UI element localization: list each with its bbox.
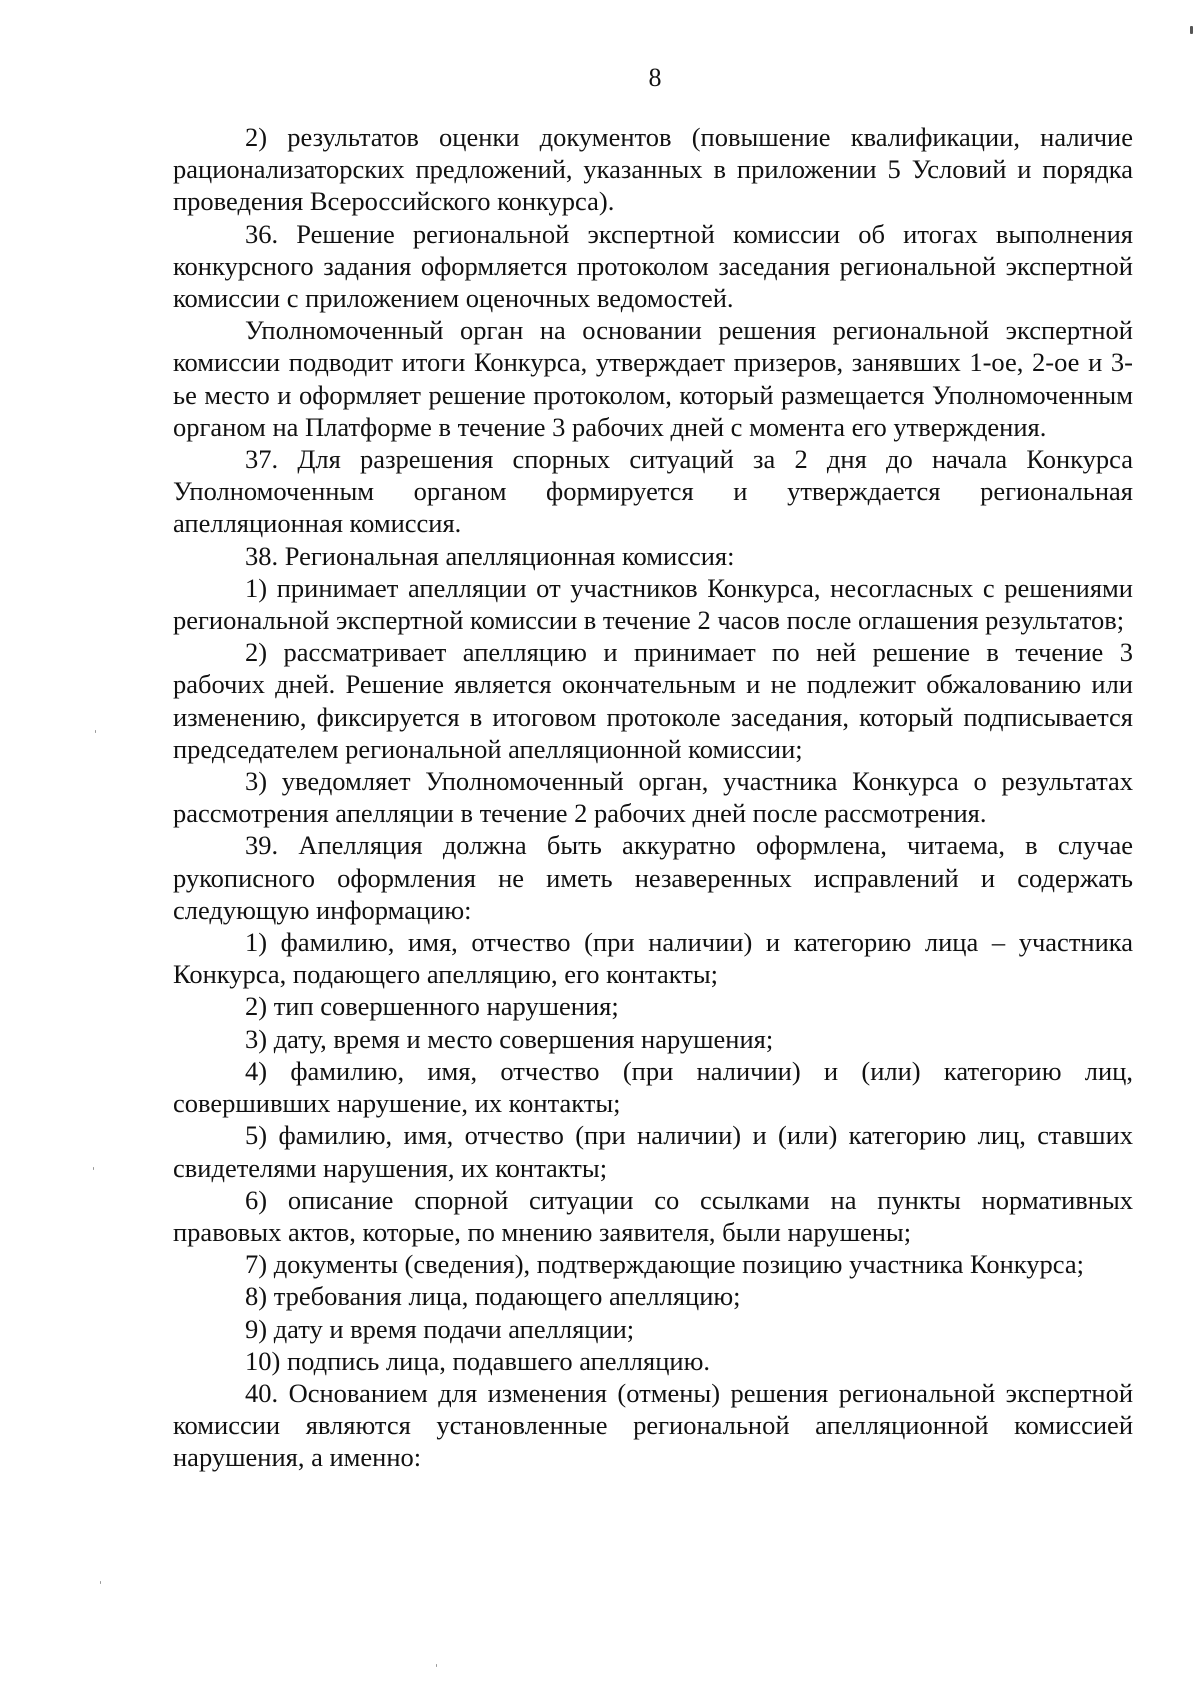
scan-speck [1190,26,1193,34]
paragraph-39-item-8: 8) требования лица, подающего апелляцию; [245,1281,741,1312]
paragraph-38: 38. Региональная апелляционная комиссия: [245,540,735,571]
paragraph-39-item-2: 2) тип совершенного нарушения; [245,991,619,1022]
scan-speck [93,1167,94,1170]
paragraph-39-item-1: 1) фамилию, имя, отчество (при наличии) и категорию лица – участника Конкурса, подающего апелляцию, его контакты; [173,927,1133,990]
paragraph-39-item-4: 4) фамилию, имя, отчество (при наличии) и (или) категорию лиц, совершивших нарушение, их контакты; [173,1055,1133,1119]
paragraph-39-item-10: 10) подпись лица, подавшего апелляцию. [245,1345,710,1376]
document-body [173,121,1133,1474]
paragraph-37: 37. Для разрешения спорных ситуаций за 2 дня до начала Конкурса Уполномоченным органом формируется и утверждается региональная апелляционная комиссия. [173,444,1133,539]
paragraph-38-item-2: 2) рассматривает апелляцию и принимает по ней решение в течение 3 рабочих дней. Решение является окончательным и не подлежит обжалованию или изменению, фиксируется в итоговом протоколе заседания, который подписывается председателем региональной апелляционной комиссии; [173,637,1133,764]
paragraph-38-item-3: 3) уведомляет Уполномоченный орган, участника Конкурса о результатах рассмотрения апелляции в течение 2 рабочих дней после рассмотрения. [173,766,1133,829]
paragraph-authorized-body: Уполномоченный орган на основании решения региональной экспертной комиссии подводит итоги Конкурса, утверждает призеров, занявших 1-ое, 2-ое и 3-ье место и оформляет решение протоколом, который размещается Уполномоченным органом на Платформе в течение 3 рабочих дней с момента его утверждения. [173,315,1133,442]
scan-speck [95,730,96,733]
paragraph-39-item-3: 3) дату, время и место совершения нарушения; [245,1023,774,1054]
scan-speck [100,1581,101,1584]
paragraph-39-item-9: 9) дату и время подачи апелляции; [245,1313,635,1344]
paragraph-item-2-results: 2) результатов оценки документов (повышение квалификации, наличие рационализаторских предложений, указанных в приложении 5 Условий и порядка проведения Всероссийского конкурса). [173,122,1133,217]
paragraph-38-item-1: 1) принимает апелляции от участников Конкурса, несогласных с решениями региональной экспертной комиссии в течение 2 часов после оглашения результатов; [173,572,1133,636]
paragraph-39-item-6: 6) описание спорной ситуации со ссылками на пункты нормативных правовых актов, которые, по мнению заявителя, были нарушены; [173,1184,1133,1247]
paragraph-39-item-5: 5) фамилию, имя, отчество (при наличии) и (или) категорию лиц, ставших свидетелями нарушения, их контакты; [173,1120,1133,1183]
paragraph-40: 40. Основанием для изменения (отмены) решения региональной экспертной комиссии являются установленные региональной апелляционной комиссией нарушения, а именно: [173,1377,1133,1473]
paragraph-39: 39. Апелляция должна быть аккуратно оформлена, читаема, в случае рукописного оформления не иметь незаверенных исправлений и содержать следующую информацию: [173,830,1133,925]
scan-speck [436,1664,437,1667]
page-number: 8 [648,63,662,92]
paragraph-39-item-7: 7) документы (сведения), подтверждающие позицию участника Конкурса; [245,1249,1084,1280]
paragraph-36: 36. Решение региональной экспертной комиссии об итогах выполнения конкурсного задания оформляется протоколом заседания региональной экспертной комиссии с приложением оценочных ведомостей. [173,218,1133,314]
